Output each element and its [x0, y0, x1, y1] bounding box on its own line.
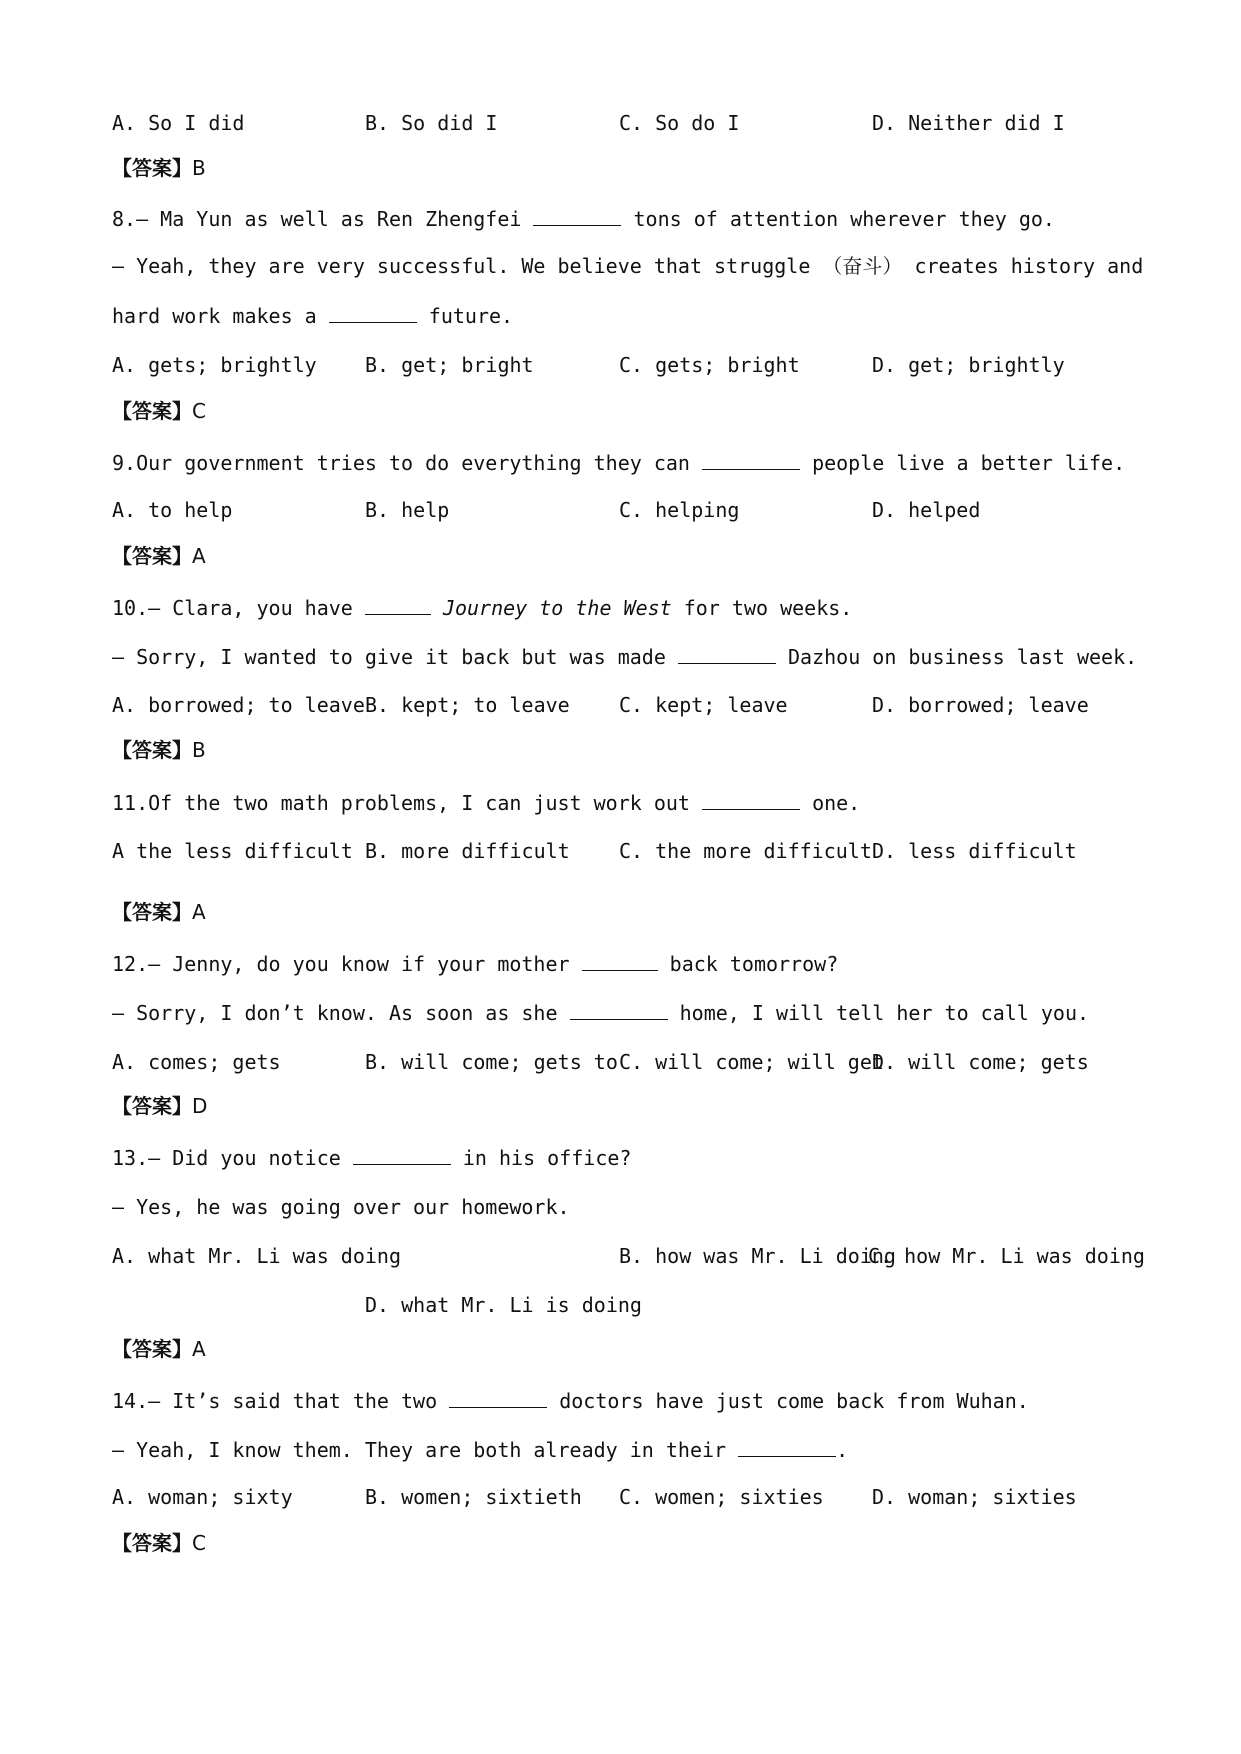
option-c: C. will come; will get	[619, 1050, 884, 1074]
question-stem: 11.Of the two math problems, I can just work out one.	[112, 791, 861, 815]
answer-blank	[353, 1146, 451, 1165]
answer-line	[112, 1336, 206, 1362]
option-b: B. more difficult	[365, 839, 570, 863]
answer-blank	[449, 1389, 547, 1408]
option-c: C. gets; bright	[619, 353, 800, 377]
answer-label: 【答案】	[112, 900, 192, 924]
answer-label: 【答案】	[112, 1094, 192, 1118]
option-d: D. get; brightly	[872, 353, 1065, 377]
option-c: C. helping	[619, 498, 740, 522]
question-stem: 9.Our government tries to do everything they can people live a better life.	[112, 451, 1126, 475]
answer-line	[112, 737, 206, 763]
answer-blank	[582, 952, 658, 971]
option-a: A. what Mr. Li was doing	[112, 1244, 401, 1268]
answer-blank	[329, 304, 417, 323]
option-d: D. Neither did I	[872, 111, 1065, 135]
answer-label: 【答案】	[112, 738, 192, 762]
answer-line	[112, 543, 206, 569]
option-a: A. to help	[112, 498, 233, 522]
answer-label: 【答案】	[112, 1531, 192, 1555]
question-reply: — Yes, he was going over our homework.	[112, 1195, 570, 1219]
question-reply-cont: hard work makes a future.	[112, 304, 514, 328]
answer-label: 【答案】	[112, 156, 192, 180]
option-a: A the less difficult	[112, 839, 353, 863]
option-a: A. woman; sixty	[112, 1485, 293, 1509]
question-stem: 10.— Clara, you have Journey to the West for two weeks.	[112, 596, 853, 620]
question-stem: 12.— Jenny, do you know if your mother back tomorrow?	[112, 952, 839, 976]
answer-line	[112, 1093, 207, 1119]
answer-blank	[702, 791, 800, 810]
answer-value: A	[192, 1337, 206, 1361]
answer-value: B	[192, 156, 206, 180]
option-a: A. borrowed; to leave	[112, 693, 365, 717]
question-stem: 8.— Ma Yun as well as Ren Zhengfei tons of attention wherever they go.	[112, 207, 1055, 231]
option-b: B. get; bright	[365, 353, 534, 377]
option-b: B. how was Mr. Li doing	[619, 1244, 896, 1268]
question-stem: 14.— It’s said that the two doctors have just come back from Wuhan.	[112, 1389, 1029, 1413]
option-c: C. how Mr. Li was doing	[868, 1244, 1145, 1268]
answer-value: C	[192, 399, 206, 423]
answer-value: A	[192, 544, 206, 568]
answer-line	[112, 398, 206, 424]
option-b: B. So did I	[365, 111, 498, 135]
option-d: D. helped	[872, 498, 981, 522]
answer-blank	[533, 207, 621, 226]
option-d: D. woman; sixties	[872, 1485, 1077, 1509]
option-c: C. women; sixties	[619, 1485, 824, 1509]
option-a: A. So I did	[112, 111, 245, 135]
answer-line	[112, 899, 206, 925]
answer-value: B	[192, 738, 206, 762]
answer-blank	[702, 451, 800, 470]
option-b: B. will come; gets to	[365, 1050, 618, 1074]
answer-label: 【答案】	[112, 544, 192, 568]
option-a: A. comes; gets	[112, 1050, 281, 1074]
option-c: C. the more difficult	[619, 839, 872, 863]
option-c: C. kept; leave	[619, 693, 788, 717]
option-a: A. gets; brightly	[112, 353, 317, 377]
answer-blank	[678, 645, 776, 664]
option-d: D. will come; gets	[872, 1050, 1089, 1074]
option-b: B. women; sixtieth	[365, 1485, 582, 1509]
answer-line	[112, 1530, 206, 1556]
answer-blank	[570, 1001, 668, 1020]
option-b: B. kept; to leave	[365, 693, 570, 717]
option-c: C. So do I	[619, 111, 740, 135]
question-reply: — Sorry, I wanted to give it back but was made Dazhou on business last week.	[112, 645, 1138, 669]
option-d: D. what Mr. Li is doing	[365, 1293, 642, 1317]
option-d: D. less difficult	[872, 839, 1077, 863]
question-reply: — Yeah, I know them. They are both already in their .	[112, 1438, 849, 1462]
answer-value: D	[192, 1094, 208, 1118]
question-reply: — Yeah, they are very successful. We believe that struggle （奋斗） creates history and	[112, 254, 1144, 278]
answer-value: A	[192, 900, 206, 924]
question-stem: 13.— Did you notice in his office?	[112, 1146, 632, 1170]
answer-blank	[365, 596, 431, 615]
answer-blank	[738, 1438, 836, 1457]
option-d: D. borrowed; leave	[872, 693, 1089, 717]
answer-label: 【答案】	[112, 399, 192, 423]
book-title: Journey to the West	[442, 596, 672, 620]
question-reply: — Sorry, I don’t know. As soon as she home, I will tell her to call you.	[112, 1001, 1090, 1025]
option-b: B. help	[365, 498, 450, 522]
answer-label: 【答案】	[112, 1337, 192, 1361]
answer-value: C	[192, 1531, 206, 1555]
answer-line	[112, 155, 206, 181]
